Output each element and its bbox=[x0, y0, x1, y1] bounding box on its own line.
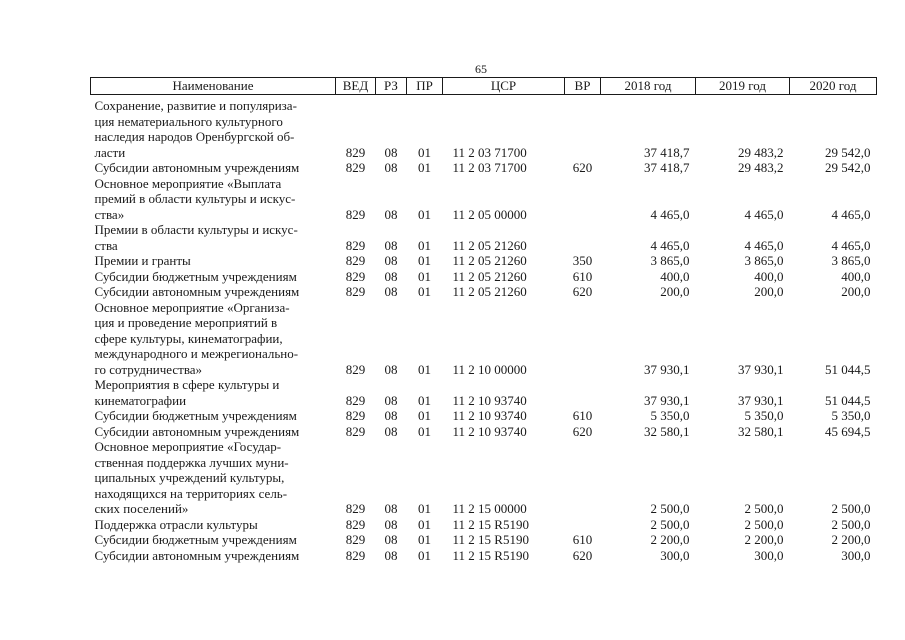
cell-vr bbox=[565, 222, 601, 253]
cell-y2019: 4 465,0 bbox=[744, 206, 784, 222]
cell-y2018: 3 865,0 bbox=[650, 253, 690, 268]
cell-y2019: 29 483,2 bbox=[738, 160, 784, 175]
cell-rz: 08 bbox=[384, 423, 398, 439]
cell-name-line: ства bbox=[94, 237, 118, 253]
cell-y2018: 37 418,7 bbox=[644, 160, 690, 175]
table-row bbox=[91, 284, 877, 300]
cell-y2018: 37 930,1 bbox=[644, 392, 690, 408]
cell-y2019: 5 350,0 bbox=[744, 408, 784, 423]
cell-rz: 08 bbox=[384, 253, 398, 268]
cell-name bbox=[91, 548, 336, 564]
cell-pr: 01 bbox=[418, 501, 431, 516]
cell-name-line: Премии в области культуры и искус- bbox=[94, 222, 298, 237]
cell-pr: 01 bbox=[418, 532, 431, 547]
cell-pr: 01 bbox=[418, 206, 431, 222]
cell-name bbox=[91, 269, 336, 285]
table-body bbox=[91, 95, 877, 564]
cell-ved: 829 bbox=[345, 284, 366, 299]
cell-vr bbox=[565, 176, 601, 223]
cell-name bbox=[91, 424, 336, 440]
cell-name bbox=[91, 284, 336, 300]
cell-y2019: 29 483,2 bbox=[738, 144, 784, 160]
header-vr: ВР bbox=[565, 78, 601, 95]
cell-y2019: 37 930,1 bbox=[738, 392, 784, 408]
cell-name bbox=[91, 95, 336, 161]
cell-name-line: Субсидии автономным учреждениям bbox=[94, 284, 300, 299]
cell-csr: 11 2 10 93740 bbox=[452, 423, 527, 439]
cell-pr: 01 bbox=[418, 237, 431, 253]
header-rz: РЗ bbox=[376, 78, 407, 95]
table-row bbox=[91, 377, 877, 408]
cell-pr: 01 bbox=[418, 160, 431, 175]
cell-y2018: 400,0 bbox=[660, 268, 690, 284]
cell-name-line: Основное мероприятие «Государ- bbox=[94, 439, 282, 454]
cell-csr: 11 2 10 00000 bbox=[452, 361, 527, 377]
cell-name bbox=[91, 532, 336, 548]
cell-pr: 01 bbox=[418, 268, 431, 284]
cell-y2018: 2 500,0 bbox=[650, 516, 690, 532]
cell-rz: 08 bbox=[384, 284, 398, 299]
cell-y2019: 3 865,0 bbox=[744, 253, 784, 268]
cell-csr: 11 2 15 R5190 bbox=[452, 547, 529, 563]
cell-y2020: 4 465,0 bbox=[831, 206, 871, 222]
cell-name-line: ция и проведение мероприятий в bbox=[94, 315, 278, 330]
cell-y2020: 3 865,0 bbox=[831, 253, 871, 268]
cell-pr: 01 bbox=[418, 253, 431, 268]
cell-y2020: 2 500,0 bbox=[831, 516, 871, 532]
cell-rz: 08 bbox=[384, 532, 398, 547]
header-csr: ЦСР bbox=[443, 78, 565, 95]
cell-name-line: ласти bbox=[94, 144, 126, 160]
cell-ved: 829 bbox=[345, 144, 366, 160]
cell-pr: 01 bbox=[418, 547, 431, 563]
cell-name bbox=[91, 408, 336, 424]
cell-csr: 11 2 15 R5190 bbox=[452, 532, 529, 547]
header-2019: 2019 год bbox=[696, 78, 790, 95]
cell-pr: 01 bbox=[418, 284, 431, 299]
cell-ved: 829 bbox=[345, 253, 366, 268]
cell-pr: 01 bbox=[418, 423, 431, 439]
cell-rz: 08 bbox=[384, 268, 398, 284]
cell-vr: 350 bbox=[572, 253, 593, 268]
cell-rz: 08 bbox=[384, 237, 398, 253]
cell-name-line: Основное мероприятие «Организа- bbox=[94, 299, 290, 315]
table-header bbox=[91, 78, 877, 95]
table-row bbox=[91, 532, 877, 548]
cell-name-line: Поддержка отрасли культуры bbox=[94, 516, 258, 532]
cell-y2018: 2 200,0 bbox=[650, 532, 690, 547]
cell-ved: 829 bbox=[345, 160, 366, 175]
cell-csr: 11 2 05 00000 bbox=[452, 206, 527, 222]
cell-y2019: 37 930,1 bbox=[738, 361, 784, 377]
cell-ved: 829 bbox=[345, 532, 366, 547]
cell-y2020: 51 044,5 bbox=[825, 392, 871, 408]
cell-ved: 829 bbox=[345, 501, 366, 516]
cell-rz: 08 bbox=[384, 501, 398, 516]
cell-ved: 829 bbox=[345, 361, 366, 377]
table-row bbox=[91, 160, 877, 176]
cell-ved: 829 bbox=[345, 423, 366, 439]
cell-vr bbox=[565, 517, 601, 533]
cell-csr: 11 2 05 21260 bbox=[452, 237, 527, 253]
table-row bbox=[91, 269, 877, 285]
cell-y2018: 4 465,0 bbox=[650, 237, 690, 253]
cell-vr bbox=[565, 95, 601, 161]
cell-name-line: Сохранение, развитие и популяриза- bbox=[94, 98, 297, 113]
cell-y2020: 29 542,0 bbox=[825, 160, 871, 175]
header-name: Наименование bbox=[91, 78, 336, 95]
cell-ved: 829 bbox=[345, 206, 366, 222]
cell-csr: 11 2 05 21260 bbox=[452, 268, 527, 284]
cell-name-line: ства» bbox=[94, 206, 125, 222]
cell-name-line: находящихся на территориях сель- bbox=[94, 485, 288, 501]
cell-name bbox=[91, 439, 336, 517]
cell-name-line: международного и межрегионально- bbox=[94, 346, 299, 361]
cell-y2020: 29 542,0 bbox=[825, 144, 871, 160]
header-ved: ВЕД bbox=[336, 78, 376, 95]
cell-rz: 08 bbox=[384, 206, 398, 222]
cell-rz: 08 bbox=[384, 516, 398, 532]
header-pr: ПР bbox=[407, 78, 443, 95]
cell-name-line: Субсидии автономным учреждениям bbox=[94, 160, 300, 175]
cell-vr bbox=[565, 439, 601, 517]
cell-rz: 08 bbox=[384, 144, 398, 160]
cell-pr: 01 bbox=[418, 408, 431, 423]
cell-name-line: премий в области культуры и искус- bbox=[94, 191, 296, 206]
cell-name-line: ственная поддержка лучших муни- bbox=[94, 454, 289, 470]
cell-y2018: 37 418,7 bbox=[644, 144, 690, 160]
page-number: 65 bbox=[475, 62, 487, 76]
cell-name-line: Субсидии бюджетным учреждениям bbox=[94, 268, 297, 284]
cell-y2020: 2 500,0 bbox=[831, 501, 871, 516]
cell-name bbox=[91, 253, 336, 269]
cell-y2020: 4 465,0 bbox=[831, 237, 871, 253]
cell-y2020: 5 350,0 bbox=[831, 408, 871, 423]
cell-vr: 620 bbox=[572, 160, 593, 175]
table-row bbox=[91, 517, 877, 533]
cell-y2019: 400,0 bbox=[754, 268, 784, 284]
cell-y2018: 32 580,1 bbox=[644, 423, 690, 439]
table-row bbox=[91, 424, 877, 440]
cell-y2018: 5 350,0 bbox=[650, 408, 690, 423]
cell-ved: 829 bbox=[345, 547, 366, 563]
cell-ved: 829 bbox=[345, 237, 366, 253]
cell-y2018: 2 500,0 bbox=[650, 501, 690, 516]
cell-y2019: 4 465,0 bbox=[744, 237, 784, 253]
cell-name-line: ципальных учреждений культуры, bbox=[94, 470, 285, 485]
cell-pr: 01 bbox=[418, 392, 431, 408]
cell-rz: 08 bbox=[384, 408, 398, 423]
cell-name-line: Субсидии автономным учреждениям bbox=[94, 547, 300, 563]
cell-name bbox=[91, 222, 336, 253]
cell-y2020: 2 200,0 bbox=[831, 532, 871, 547]
table-row bbox=[91, 300, 877, 378]
cell-name bbox=[91, 176, 336, 223]
cell-y2019: 200,0 bbox=[754, 284, 784, 299]
cell-name bbox=[91, 160, 336, 176]
cell-y2018: 300,0 bbox=[660, 547, 690, 563]
cell-name-line: ция нематериального культурного bbox=[94, 113, 283, 129]
cell-vr: 610 bbox=[572, 268, 593, 284]
header-2018: 2018 год bbox=[601, 78, 696, 95]
cell-ved: 829 bbox=[345, 392, 366, 408]
cell-rz: 08 bbox=[384, 392, 398, 408]
cell-name-line: Мероприятия в сфере культуры и bbox=[94, 377, 280, 392]
cell-csr: 11 2 05 21260 bbox=[452, 253, 527, 268]
cell-csr: 11 2 05 21260 bbox=[452, 284, 527, 299]
cell-name-line: сфере культуры, кинематографии, bbox=[94, 330, 283, 346]
cell-csr: 11 2 15 00000 bbox=[452, 501, 527, 516]
table-row bbox=[91, 408, 877, 424]
cell-name-line: кинематографии bbox=[94, 392, 187, 408]
cell-y2018: 37 930,1 bbox=[644, 361, 690, 377]
cell-name bbox=[91, 377, 336, 408]
cell-name-line: го сотрудничества» bbox=[94, 361, 203, 377]
cell-name bbox=[91, 300, 336, 378]
cell-rz: 08 bbox=[384, 547, 398, 563]
cell-vr: 610 bbox=[572, 408, 593, 423]
cell-vr bbox=[565, 377, 601, 408]
cell-rz: 08 bbox=[384, 160, 398, 175]
cell-csr: 11 2 10 93740 bbox=[452, 392, 527, 408]
cell-vr bbox=[565, 300, 601, 378]
cell-y2018: 200,0 bbox=[660, 284, 690, 299]
cell-y2020: 200,0 bbox=[841, 284, 871, 299]
cell-pr: 01 bbox=[418, 516, 431, 532]
cell-name-line: Субсидии бюджетным учреждениям bbox=[94, 408, 297, 423]
cell-ved: 829 bbox=[345, 268, 366, 284]
cell-y2020: 45 694,5 bbox=[825, 423, 871, 439]
cell-y2018: 4 465,0 bbox=[650, 206, 690, 222]
cell-name-line: Субсидии бюджетным учреждениям bbox=[94, 532, 297, 547]
cell-vr: 610 bbox=[572, 532, 593, 547]
cell-y2020: 51 044,5 bbox=[825, 361, 871, 377]
cell-name-line: ских поселений» bbox=[94, 501, 189, 516]
cell-csr: 11 2 10 93740 bbox=[452, 408, 527, 423]
cell-rz: 08 bbox=[384, 361, 398, 377]
table-row bbox=[91, 222, 877, 253]
table-row bbox=[91, 95, 877, 161]
cell-y2019: 32 580,1 bbox=[738, 423, 784, 439]
cell-pr: 01 bbox=[418, 361, 431, 377]
cell-name bbox=[91, 517, 336, 533]
cell-ved: 829 bbox=[345, 408, 366, 423]
header-2020: 2020 год bbox=[790, 78, 877, 95]
cell-vr: 620 bbox=[572, 284, 593, 299]
cell-name-line: Премии и гранты bbox=[94, 253, 191, 268]
cell-y2019: 2 500,0 bbox=[744, 501, 784, 516]
cell-csr: 11 2 15 R5190 bbox=[452, 516, 529, 532]
cell-vr: 620 bbox=[572, 547, 593, 563]
cell-csr: 11 2 03 71700 bbox=[452, 160, 527, 175]
cell-vr: 620 bbox=[572, 423, 593, 439]
table-row bbox=[91, 176, 877, 223]
table-row bbox=[91, 253, 877, 269]
table-row bbox=[91, 439, 877, 517]
budget-table bbox=[90, 77, 877, 563]
cell-y2019: 300,0 bbox=[754, 547, 784, 563]
cell-ved: 829 bbox=[345, 516, 366, 532]
cell-pr: 01 bbox=[418, 144, 431, 160]
cell-y2019: 2 500,0 bbox=[744, 516, 784, 532]
cell-csr: 11 2 03 71700 bbox=[452, 144, 527, 160]
cell-name-line: Субсидии автономным учреждениям bbox=[94, 423, 300, 439]
cell-name-line: Основное мероприятие «Выплата bbox=[94, 175, 282, 191]
cell-name-line: наследия народов Оренбургской об- bbox=[94, 129, 295, 144]
cell-y2020: 400,0 bbox=[841, 268, 871, 284]
cell-y2019: 2 200,0 bbox=[744, 532, 784, 547]
table-row bbox=[91, 548, 877, 564]
cell-y2020: 300,0 bbox=[841, 547, 871, 563]
